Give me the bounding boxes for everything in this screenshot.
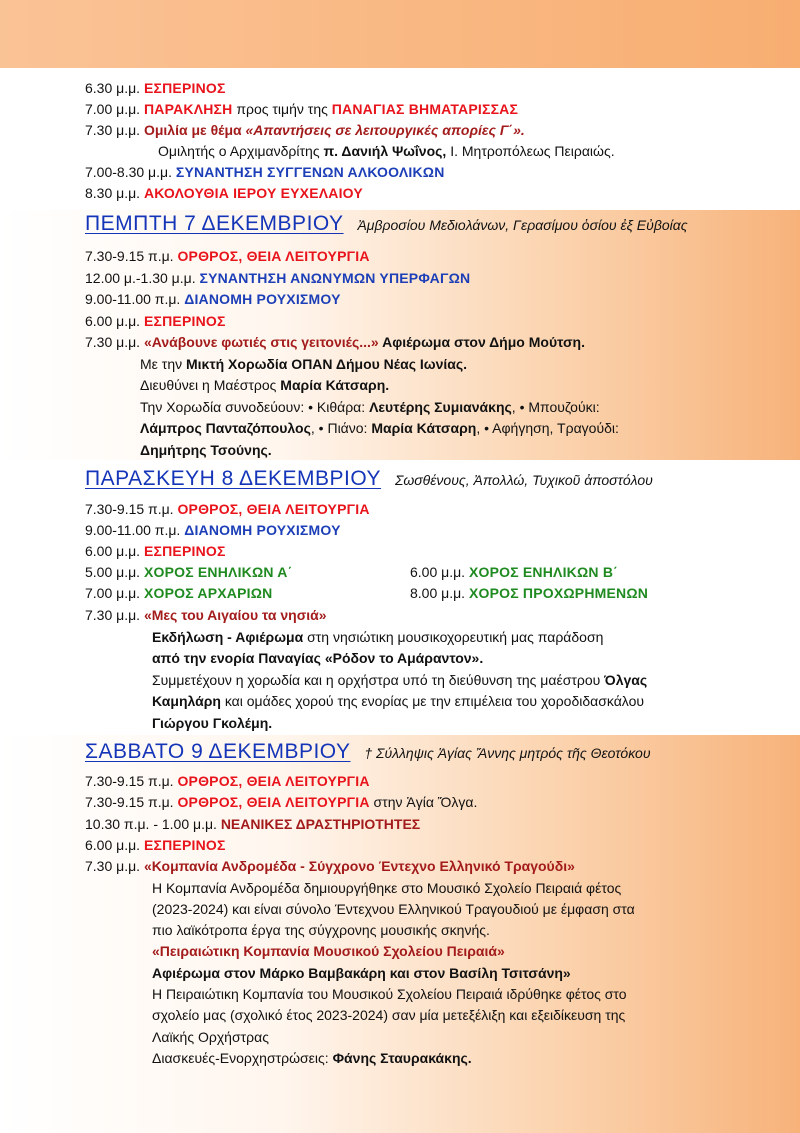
- event-line: [152, 921, 490, 939]
- event-text: ΟΡΘΡΟΣ, ΘΕΙΑ ΛΕΙΤΟΥΡΓΙΑ: [177, 501, 370, 517]
- event-text: Ομιλία με θέμα: [143, 122, 246, 138]
- event-text: ΝΕΑΝΙΚΕΣ ΔΡΑΣΤΗΡΙΟΤΗΤΕΣ: [220, 815, 421, 832]
- dance-class-label: ΧΟΡΟΣ ΑΡΧΑΡΙΩΝ: [143, 585, 273, 601]
- event-time: 7.00-8.30 μ.μ.: [85, 164, 176, 180]
- event-text: «Ανάβουνε φωτιές στις γειτονιές...»: [143, 334, 379, 350]
- event-text: , • Μπουζούκι:: [511, 398, 600, 415]
- event-text: ΠΑΝΑΓΙΑΣ ΒΗΜΑΤΑΡΙΣΣΑΣ: [331, 101, 519, 117]
- event-time: 7.30-9.15 π.μ.: [85, 501, 178, 517]
- event-line: [85, 121, 525, 139]
- saint-of-day: Σωσθένους, Ἀπολλώ, Τυχικοῦ ἀποστόλου: [394, 472, 653, 488]
- event-line: [85, 606, 327, 624]
- event-time: 12.00 μ.-1.30 μ.μ.: [85, 269, 200, 286]
- event-text: ΣΥΝΑΝΤΗΣΗ ΣΥΓΓΕΝΩΝ ΑΛΚΟΟΛΙΚΩΝ: [175, 164, 445, 180]
- saturday-header: [85, 740, 651, 765]
- event-text: ΟΡΘΡΟΣ, ΘΕΙΑ ΛΕΙΤΟΥΡΓΙΑ: [177, 794, 370, 811]
- event-text: ΕΣΠΕΡΙΝΟΣ: [143, 543, 226, 559]
- event-text: Ι. Μητροπόλεως Πειραιώς.: [446, 143, 615, 159]
- event-text: Δημήτρης Τσούνης.: [140, 441, 272, 458]
- event-text: «Μες του Αιγαίου τα νησιά»: [143, 607, 327, 623]
- event-line: [152, 714, 272, 732]
- event-time: 7.30-9.15 π.μ.: [85, 773, 178, 789]
- event-text: Η Κομπανία Ανδρομέδα δημιουργήθηκε στο Μουσικό Σχολείο Πειραιά φέτος: [152, 879, 622, 896]
- event-text: στην Ἁγία Ὄλγα.: [369, 794, 478, 811]
- event-time: 7.30-9.15 π.μ.: [85, 248, 178, 264]
- event-line: [85, 333, 585, 351]
- event-text: και ομάδες χορού της ενορίας με την επιμέλεια του χοροδιδασκάλου: [220, 693, 645, 709]
- event-text: Μαρία Κάτσαρη: [371, 420, 477, 436]
- event-line: [85, 836, 226, 854]
- event-time: 6.00 μ.μ.: [85, 836, 144, 853]
- event-text: ΟΡΘΡΟΣ, ΘΕΙΑ ΛΕΙΤΟΥΡΓΙΑ: [177, 248, 370, 264]
- event-text: «Πειραιώτικη Κομπανία Μουσικού Σχολείου Πειραιά»: [152, 943, 505, 960]
- event-line: [85, 772, 370, 790]
- event-text: Λευτέρης Συμιανάκης: [369, 398, 512, 415]
- event-text: Διασκευές-Ενορχηστρώσεις:: [152, 1049, 333, 1066]
- event-text: ΠΑΡΑΚΛΗΣΗ: [143, 101, 233, 117]
- event-time: 6.30 μ.μ.: [85, 80, 144, 96]
- event-text: σχολείο μας (σχολικό έτος 2023-2024) σαν μία μετεξέλιξη και εξειδίκευση της: [152, 1007, 626, 1024]
- event-text: Με την: [140, 355, 186, 372]
- event-time: 7.30-9.15 π.μ.: [85, 794, 178, 811]
- event-line: [152, 964, 571, 982]
- event-time: 6.00 μ.μ.: [410, 564, 469, 580]
- event-text: Γιώργου Γκολέμη.: [152, 714, 273, 731]
- event-line: [85, 500, 370, 518]
- event-time: 7.30 μ.μ.: [85, 858, 144, 875]
- event-line: [140, 441, 272, 459]
- event-line: [152, 649, 483, 667]
- event-text: Την Χορωδία συνοδεύουν: • Κιθάρα:: [140, 398, 370, 415]
- event-time: 8.00 μ.μ.: [410, 585, 469, 601]
- top-color-bar: [0, 0, 800, 68]
- event-text: (2023-2024) και είναι σύνολο Έντεχνου Ελληνικού Τραγουδιού με έμφαση στα: [152, 900, 635, 917]
- event-line: [85, 100, 518, 118]
- event-time: 7.30 μ.μ.: [85, 122, 144, 138]
- event-text: πιο λαϊκότροπα έργα της σύγχρονης μουσικής σκηνής.: [152, 922, 490, 939]
- dance-class-line: [410, 584, 648, 602]
- event-time: 5.00 μ.μ.: [85, 564, 144, 580]
- event-line: [85, 857, 575, 875]
- dance-class-line: [410, 563, 618, 581]
- event-text: Διευθύνει η Μαέστρος: [140, 377, 281, 393]
- event-text: από την ενορία Παναγίας «Ρόδον το Αμάραντον».: [152, 650, 484, 666]
- event-line: [152, 900, 635, 918]
- dance-class-line: [85, 584, 272, 602]
- event-line: [152, 1006, 625, 1024]
- event-line: [152, 942, 505, 960]
- event-line: [152, 671, 647, 689]
- event-line: [85, 163, 445, 181]
- event-line: [85, 269, 470, 287]
- event-text: στη νησιώτικη μουσικοχορευτική μας παράδοση: [303, 628, 604, 645]
- event-text: Λαϊκής Ορχήστρας: [152, 1028, 269, 1045]
- event-text: Η Πειραιώτικη Κομπανία του Μουσικού Σχολείου Πειραιά ιδρύθηκε φέτος στο: [152, 986, 627, 1002]
- event-text: προς τιμήν της: [232, 101, 332, 117]
- dance-class-line: [85, 563, 292, 581]
- event-text: Μαρία Κάτσαρη.: [280, 377, 390, 393]
- day-title: ΠΕΜΠΤΗ 7 ΔΕΚΕΜΒΡΙΟΥ: [85, 212, 344, 235]
- event-line: [152, 628, 603, 646]
- event-line: [85, 184, 363, 202]
- event-line: [152, 1049, 472, 1067]
- event-line: [140, 419, 619, 437]
- event-line: [140, 376, 389, 394]
- event-line: [152, 985, 627, 1003]
- event-line: [85, 79, 226, 97]
- event-text: Όλγας: [604, 671, 648, 688]
- event-time: 7.30 μ.μ.: [85, 334, 144, 350]
- event-text: ΔΙΑΝΟΜΗ ΡΟΥΧΙΣΜΟΥ: [184, 522, 341, 538]
- event-time: 7.30 μ.μ.: [85, 607, 144, 623]
- event-line: [85, 247, 370, 265]
- event-text: ΔΙΑΝΟΜΗ ΡΟΥΧΙΣΜΟΥ: [184, 291, 341, 307]
- dance-class-label: ΧΟΡΟΣ ΕΝΗΛΙΚΩΝ Β΄: [468, 564, 618, 580]
- event-line: [85, 290, 341, 308]
- event-line: [85, 793, 477, 811]
- event-time: 10.30 π.μ. - 1.00 μ.μ.: [85, 815, 221, 832]
- event-line: [152, 879, 621, 897]
- dance-class-label: ΧΟΡΟΣ ΕΝΗΛΙΚΩΝ Α΄: [143, 564, 293, 580]
- event-text: ΣΥΝΑΝΤΗΣΗ ΑΝΩΝΥΜΩΝ ΥΠΕΡΦΑΓΩΝ: [199, 269, 471, 286]
- event-text: Ομιλητής ο Αρχιμανδρίτης: [158, 143, 324, 159]
- friday-header: [85, 467, 653, 492]
- event-time: 8.30 μ.μ.: [85, 185, 144, 201]
- event-text: π. Δανιήλ Ψωΐνος,: [323, 143, 447, 159]
- event-text: «Απαντήσεις σε λειτουργικές απορίες Γ΄».: [245, 122, 525, 138]
- day-title: ΠΑΡΑΣΚΕΥΗ 8 ΔΕΚΕΜΒΡΙΟΥ: [85, 467, 382, 490]
- saint-of-day: Ἀμβροσίου Μεδιολάνων, Γερασίμου ὁσίου ἐξ Εὐβοίας: [357, 217, 688, 233]
- event-text: Φάνης Σταυρακάκης.: [332, 1049, 472, 1066]
- day-title: ΣΑΒΒΑΤΟ 9 ΔΕΚΕΜΒΡΙΟΥ: [85, 740, 351, 763]
- event-text: , • Αφήγηση, Τραγούδι:: [476, 420, 619, 436]
- event-text: Αφιέρωμα στον Δήμο Μούτση.: [378, 334, 585, 350]
- event-text: ΟΡΘΡΟΣ, ΘΕΙΑ ΛΕΙΤΟΥΡΓΙΑ: [177, 773, 370, 789]
- event-time: 7.00 μ.μ.: [85, 101, 144, 117]
- event-text: , • Πιάνο:: [310, 420, 372, 436]
- event-time: 6.00 μ.μ.: [85, 543, 144, 559]
- event-time: 7.00 μ.μ.: [85, 585, 144, 601]
- event-line: [85, 312, 226, 330]
- event-text: Εκδήλωση - Αφιέρωμα: [152, 628, 304, 645]
- saint-of-day: † Σύλληψις Ἁγίας Ἄννης μητρός τῆς Θεοτόκου: [364, 745, 651, 761]
- event-text: ΕΣΠΕΡΙΝΟΣ: [143, 80, 226, 96]
- event-text: ΕΣΠΕΡΙΝΟΣ: [143, 836, 226, 853]
- event-line: [85, 815, 420, 833]
- event-time: 9.00-11.00 π.μ.: [85, 291, 185, 307]
- event-text: Καμηλάρη: [152, 693, 221, 709]
- event-text: Αφιέρωμα στον Μάρκο Βαμβακάρη και στον Βασίλη Τσιτσάνη»: [152, 964, 571, 981]
- event-text: ΕΣΠΕΡΙΝΟΣ: [143, 312, 226, 329]
- event-text: Λάμπρος Πανταζόπουλος: [140, 420, 311, 436]
- event-line: [140, 398, 600, 416]
- event-line: [85, 521, 341, 539]
- event-text: Συμμετέχουν η χορωδία και η ορχήστρα υπό τη διεύθυνση της μαέστρου: [152, 671, 605, 688]
- dance-class-label: ΧΟΡΟΣ ΠΡΟΧΩΡΗΜΕΝΩΝ: [468, 585, 649, 601]
- event-text: ΑΚΟΛΟΥΘΙΑ ΙΕΡΟΥ ΕΥΧΕΛΑΙΟΥ: [143, 185, 363, 201]
- event-text: Μικτή Χορωδία ΟΠΑΝ Δήμου Νέας Ιωνίας.: [186, 355, 468, 372]
- event-line: [158, 142, 615, 160]
- thursday-header: [85, 212, 688, 237]
- event-line: [85, 542, 226, 560]
- event-line: [140, 355, 467, 373]
- event-line: [152, 1028, 269, 1046]
- event-line: [152, 692, 644, 710]
- event-time: 6.00 μ.μ.: [85, 312, 144, 329]
- event-time: 9.00-11.00 π.μ.: [85, 522, 185, 538]
- event-text: «Κομπανία Ανδρομέδα - Σύγχρονο Έντεχνο Ελληνικό Τραγούδι»: [143, 858, 575, 875]
